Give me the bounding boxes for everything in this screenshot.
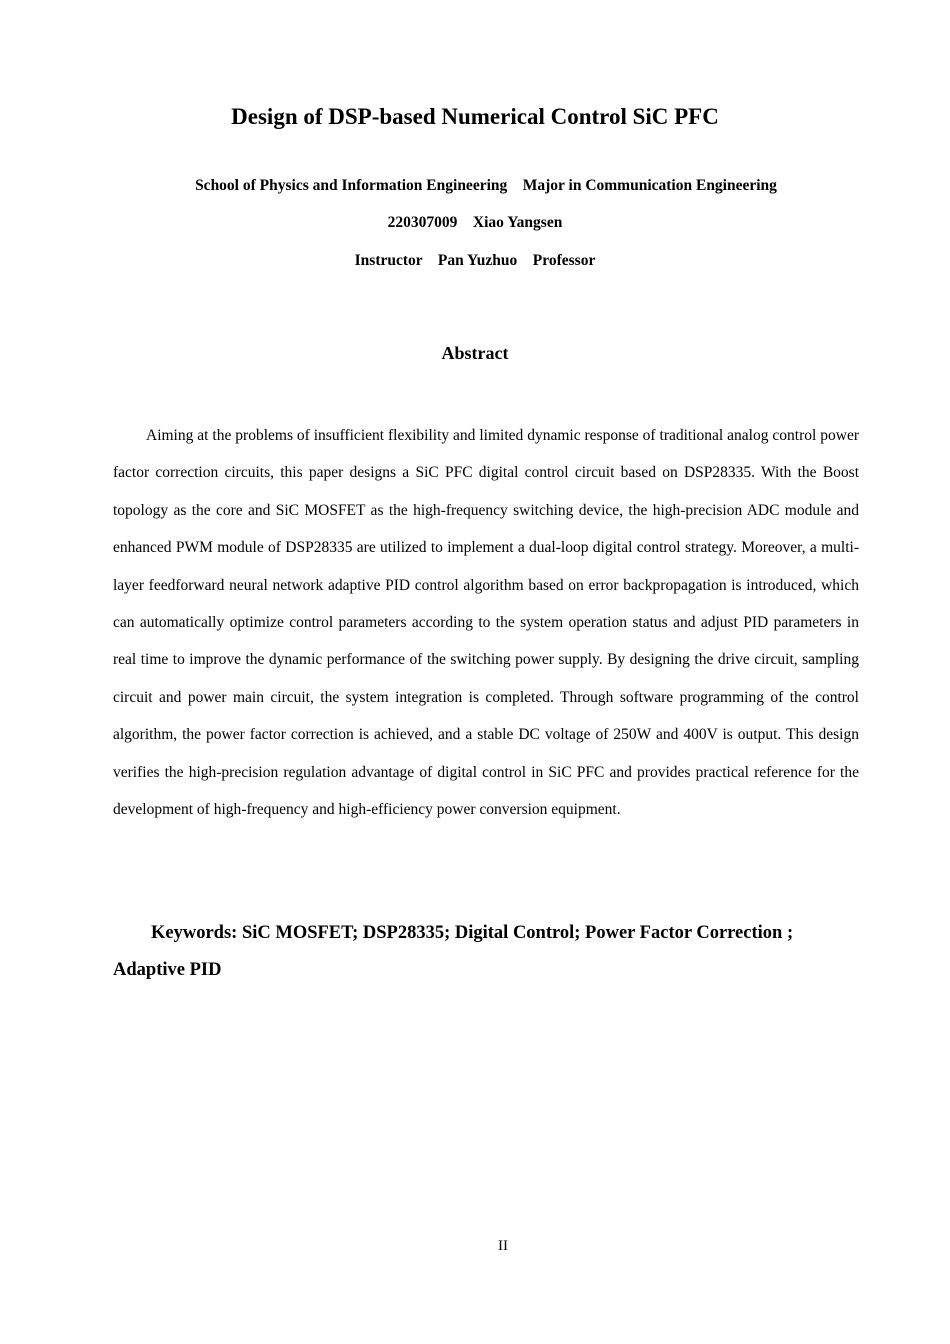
student-line: 220307009 Xiao Yangsen [387,214,563,231]
instructor-line: Instructor Pan Yuzhuo Professor [354,252,596,269]
school-major-line: School of Physics and Information Engineering Major in Communication Engineering [195,177,777,194]
paper-title: Design of DSP-based Numerical Control SiC PFC [231,104,719,129]
keywords: Keywords: SiC MOSFET; DSP28335; Digital Control; Power Factor Correction ; Adaptive PID [113,923,794,980]
abstract-body: Aiming at the problems of insufficient flexibility and limited dynamic response of traditional analog control power factor correction circuits, this paper designs a SiC PFC digital control circuit based on DSP28335. With the Boost topology as the core and SiC MOSFET as the high-frequency switching device, the high-precision ADC module and enhanced PWM module of DSP28335 are utilized to implement a dual-loop digital control strategy. Moreover, a multi-layer feedforward neural network adaptive PID control algorithm based on error backpropagation is introduced, which can automatically optimize control parameters according to the system operation status and adjust PID parameters in real time to improve the dynamic performance of the switching power supply. By designing the drive circuit, sampling circuit and power main circuit, the system integration is completed. Through software programming of the control algorithm, the power factor correction is achieved, and a stable DC voltage of 250W and 400V is output. This design verifies the high-precision regulation advantage of digital control in SiC PFC and provides practical reference for the development of high-frequency and high-efficiency power conversion equipment. [113,427,859,819]
abstract-heading: Abstract [441,343,509,363]
page-number: II [498,1238,508,1254]
